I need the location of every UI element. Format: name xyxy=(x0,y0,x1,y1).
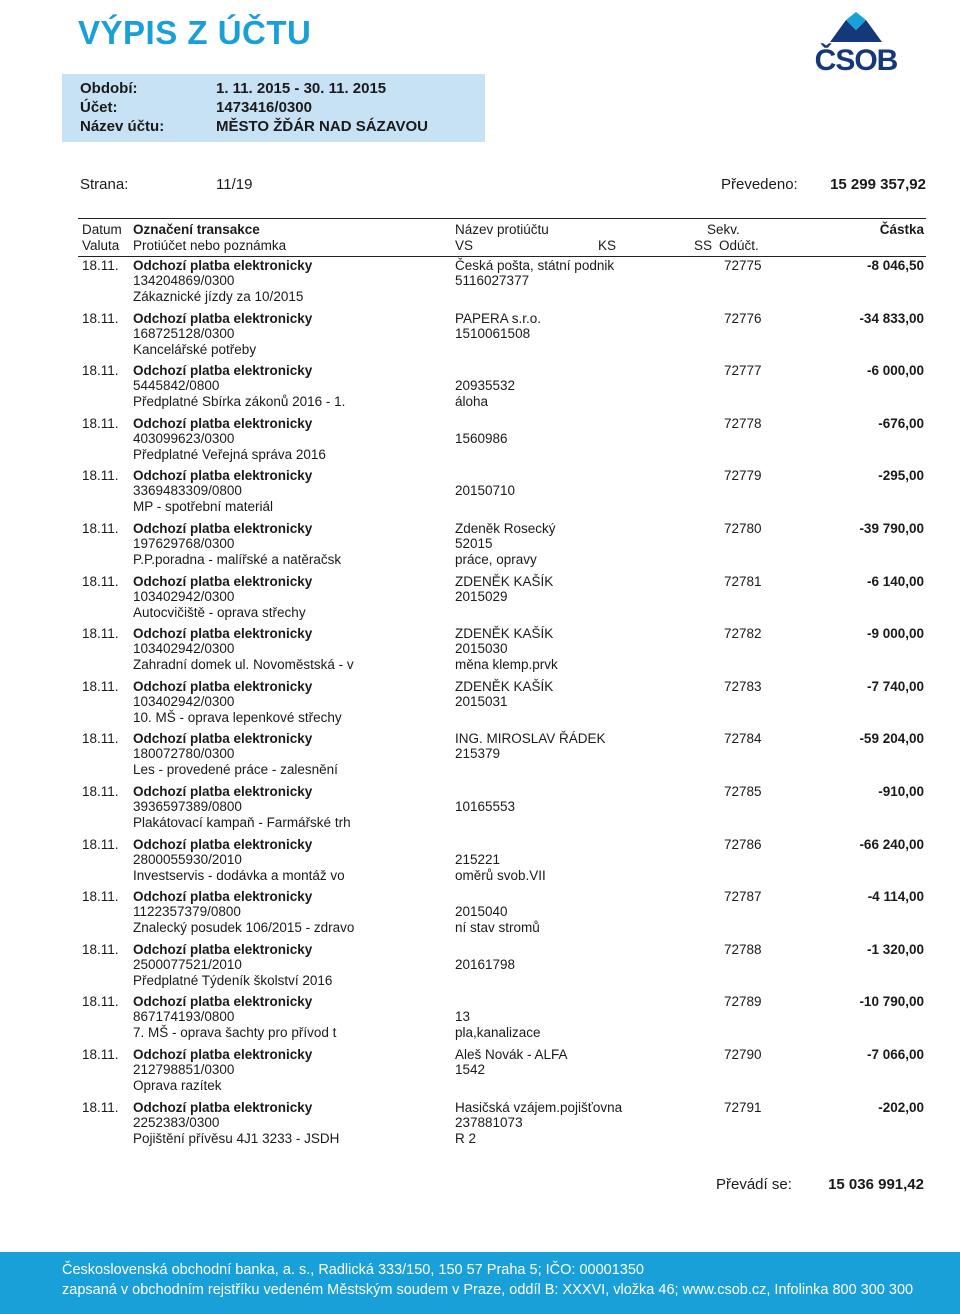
transaction-amount: -1 320,00 xyxy=(866,941,924,957)
transaction-note: MP - spotřební materiál xyxy=(133,499,274,515)
transaction-note: Kancelářské potřeby xyxy=(133,341,257,357)
sequence-number: 72789 xyxy=(724,994,762,1010)
transaction-row xyxy=(0,731,960,783)
transaction-amount: -6 140,00 xyxy=(866,573,924,589)
counter-account: 867174193/0800 xyxy=(133,1009,235,1025)
sequence-number: 72781 xyxy=(724,573,762,589)
transaction-type: Odchozí platba elektronicky xyxy=(133,1047,313,1062)
header-oducet: Odúčt. xyxy=(719,238,759,253)
counterparty-name: Zdeněk Rosecký xyxy=(455,521,556,536)
counterparty-name: Aleš Novák - ALFA xyxy=(455,1047,568,1062)
page-label: Strana: xyxy=(80,176,129,193)
transaction-amount: -910,00 xyxy=(878,784,924,799)
transaction-type: Odchozí platba elektronicky xyxy=(133,941,313,957)
header-sekv: Sekv. xyxy=(707,222,740,237)
transaction-amount: -34 833,00 xyxy=(859,310,924,326)
transaction-note: 10. MŠ - oprava lepenkové střechy xyxy=(133,709,342,725)
sequence-number: 72785 xyxy=(724,784,762,799)
transaction-date: 18.11. xyxy=(82,626,119,642)
footer-line-1: Československá obchodní banka, a. s., Radlická 333/150, 150 57 Praha 5; IČO: 00001350 xyxy=(62,1262,644,1278)
counterparty-symbol: 215379 xyxy=(455,746,501,762)
counter-account: 103402942/0300 xyxy=(133,588,235,604)
sequence-number: 72777 xyxy=(724,363,762,379)
transaction-date: 18.11. xyxy=(82,363,119,379)
transaction-date: 18.11. xyxy=(82,573,119,589)
header-castka: Částka xyxy=(879,222,924,237)
transaction-type: Odchozí platba elektronicky xyxy=(133,626,313,642)
counterparty-symbol: 52015 xyxy=(455,536,493,551)
transaction-note: Předplatné Sbírka zákonů 2016 - 1. xyxy=(133,394,346,410)
transaction-date: 18.11. xyxy=(82,889,119,905)
sequence-number: 72783 xyxy=(724,678,762,694)
transaction-date: 18.11. xyxy=(82,415,119,431)
sequence-number: 72780 xyxy=(724,521,762,536)
transaction-note: 7. MŠ - oprava šachty pro přívod t xyxy=(133,1025,337,1041)
period-row xyxy=(80,80,386,97)
transaction-type: Odchozí platba elektronicky xyxy=(133,468,313,484)
transaction-amount: -10 790,00 xyxy=(859,994,924,1010)
transaction-amount: -7 740,00 xyxy=(866,678,924,694)
transaction-amount: -202,00 xyxy=(878,1099,924,1115)
header-oznaceni: Označení transakce xyxy=(133,222,260,237)
transaction-row xyxy=(0,837,960,889)
counter-account: 1122357379/0800 xyxy=(133,904,241,920)
transaction-type: Odchozí platba elektronicky xyxy=(133,363,313,379)
transaction-type: Odchozí platba elektronicky xyxy=(133,415,313,431)
counterparty-name: PAPERA s.r.o. xyxy=(455,310,542,326)
transaction-date: 18.11. xyxy=(82,310,119,326)
transaction-type: Odchozí platba elektronicky xyxy=(133,678,313,694)
transaction-amount: -295,00 xyxy=(878,468,924,484)
account-label: Účet: xyxy=(80,99,118,116)
account-name-value: MĚSTO ŽĎÁR NAD SÁZAVOU xyxy=(216,118,428,135)
transaction-type: Odchozí platba elektronicky xyxy=(133,889,313,905)
account-value: 1473416/0300 xyxy=(216,99,312,116)
counterparty-symbol: 20150710 xyxy=(455,483,516,499)
transaction-row xyxy=(0,311,960,363)
account-name-row xyxy=(80,118,428,135)
transaction-note: Oprava razítek xyxy=(133,1078,222,1093)
counterparty-symbol: 1542 xyxy=(455,1062,486,1077)
counterparty-symbol: 2015030 xyxy=(455,641,508,657)
transaction-date: 18.11. xyxy=(82,941,119,957)
transaction-amount: -59 204,00 xyxy=(859,731,924,747)
counter-account: 3936597389/0800 xyxy=(133,799,242,814)
sequence-number: 72782 xyxy=(724,626,762,642)
transaction-note: Autocvičiště - oprava střechy xyxy=(133,604,306,620)
transaction-type: Odchozí platba elektronicky xyxy=(133,784,313,799)
counter-account: 212798851/0300 xyxy=(133,1062,235,1077)
counterparty-extra: áloha xyxy=(455,394,489,410)
sequence-number: 72791 xyxy=(724,1099,762,1115)
transaction-amount: -4 114,00 xyxy=(867,889,924,905)
counterparty-extra: pla,kanalizace xyxy=(455,1025,541,1041)
transaction-date: 18.11. xyxy=(82,836,119,852)
counterparty-extra: měna klemp.prvk xyxy=(455,657,558,673)
counterparty-name: ING. MIROSLAV ŘÁDEK xyxy=(455,731,606,747)
header-top-rule xyxy=(78,218,926,219)
transaction-amount: -6 000,00 xyxy=(866,363,924,379)
carried-over-value: 15 299 357,92 xyxy=(830,176,926,193)
footer xyxy=(0,1252,960,1314)
transaction-note: P.P.poradna - malířské a natěračsk xyxy=(133,552,342,567)
transaction-date: 18.11. xyxy=(82,731,119,747)
transaction-row xyxy=(0,521,960,573)
transaction-date: 18.11. xyxy=(82,1047,119,1062)
counterparty-symbol: 5116027377 xyxy=(455,273,530,288)
counter-account: 134204869/0300 xyxy=(133,273,235,288)
counter-account: 103402942/0300 xyxy=(133,693,235,709)
logo-text: ČSOB xyxy=(814,44,898,77)
counterparty-symbol: 20935532 xyxy=(455,378,516,394)
csob-logo xyxy=(808,12,904,82)
sequence-number: 72776 xyxy=(724,310,762,326)
transaction-amount: -8 046,50 xyxy=(866,258,924,273)
transaction-amount: -9 000,00 xyxy=(866,626,924,642)
transaction-type: Odchozí platba elektronicky xyxy=(133,994,313,1010)
counterparty-symbol: 1510061508 xyxy=(455,325,531,341)
counterparty-extra: práce, opravy xyxy=(455,552,537,567)
counterparty-symbol: 10165553 xyxy=(455,799,516,814)
transaction-date: 18.11. xyxy=(82,994,119,1010)
transaction-date: 18.11. xyxy=(82,468,119,484)
transaction-row xyxy=(0,258,960,310)
header-ss: SS xyxy=(694,238,713,253)
counterparty-symbol: 2015031 xyxy=(455,693,508,709)
sequence-number: 72787 xyxy=(724,889,762,905)
counterparty-name: Česká pošta, státní podnik xyxy=(455,258,615,273)
transaction-row xyxy=(0,994,960,1046)
transaction-date: 18.11. xyxy=(82,784,119,799)
transaction-note: Les - provedené práce - zalesnění xyxy=(133,762,338,778)
counter-account: 3369483309/0800 xyxy=(133,483,242,499)
period-value: 1. 11. 2015 - 30. 11. 2015 xyxy=(216,80,387,97)
transaction-row xyxy=(0,363,960,415)
counter-account: 2500077521/2010 xyxy=(133,956,242,972)
sequence-number: 72779 xyxy=(724,468,762,484)
transaction-row xyxy=(0,574,960,626)
counterparty-symbol: 215221 xyxy=(455,851,501,867)
account-row xyxy=(80,99,312,116)
counterparty-symbol: 2015040 xyxy=(455,904,508,920)
transaction-row xyxy=(0,468,960,520)
transaction-row xyxy=(0,784,960,836)
transaction-note: Zákaznické jízdy za 10/2015 xyxy=(133,289,304,304)
counterparty-symbol: 1560986 xyxy=(455,430,508,446)
sequence-number: 72790 xyxy=(724,1047,762,1062)
transaction-note: Předplatné Týdeník školství 2016 xyxy=(133,972,333,988)
transaction-note: Znalecký posudek 106/2015 - zdravo xyxy=(133,920,355,936)
sequence-number: 72784 xyxy=(724,731,762,747)
footer-line-2: zapsaná v obchodním rejstříku vedeném Městským soudem v Praze, oddíl B: XXXVI, vložka 46; www.csob.cz, Infolinka 800 300 300 xyxy=(62,1282,914,1298)
carried-over-label: Převedeno: xyxy=(721,176,798,193)
transaction-row xyxy=(0,1100,960,1152)
transaction-type: Odchozí platba elektronicky xyxy=(133,836,313,852)
counter-account: 168725128/0300 xyxy=(133,325,235,341)
counter-account: 197629768/0300 xyxy=(133,536,235,551)
counterparty-symbol: 2015029 xyxy=(455,588,508,604)
transaction-date: 18.11. xyxy=(82,1099,119,1115)
sequence-number: 72778 xyxy=(724,415,762,431)
transaction-type: Odchozí platba elektronicky xyxy=(133,731,313,747)
transaction-note: Plakátovací kampaň - Farmářské trh xyxy=(133,815,351,830)
counterparty-name: ZDENĚK KAŠÍK xyxy=(455,626,554,642)
page-number: 11/19 xyxy=(216,176,253,193)
account-info-box xyxy=(62,74,485,142)
header-bottom-rule xyxy=(78,256,926,257)
transaction-type: Odchozí platba elektronicky xyxy=(133,1099,313,1115)
transaction-date: 18.11. xyxy=(82,678,119,694)
transaction-note: Předplatné Veřejná správa 2016 xyxy=(133,446,326,462)
sequence-number: 72786 xyxy=(724,836,762,852)
transaction-type: Odchozí platba elektronicky xyxy=(133,521,313,536)
statement-title: VÝPIS Z ÚČTU xyxy=(78,14,312,51)
sequence-number: 72788 xyxy=(724,941,762,957)
header-valuta: Valuta xyxy=(82,238,120,253)
header-nazev-protiuctu: Název protiúčtu xyxy=(455,222,549,237)
transaction-row xyxy=(0,626,960,678)
transaction-type: Odchozí platba elektronicky xyxy=(133,258,313,273)
transaction-row xyxy=(0,416,960,468)
transaction-row xyxy=(0,889,960,941)
account-name-label: Název účtu: xyxy=(80,118,165,135)
transaction-note: Zahradní domek ul. Novoměstská - v xyxy=(133,657,354,673)
counter-account: 2252383/0300 xyxy=(133,1114,220,1130)
carry-forward-value: 15 036 991,42 xyxy=(828,1176,924,1193)
header-vs: VS xyxy=(455,238,474,253)
counterparty-name: ZDENĚK KAŠÍK xyxy=(455,573,554,589)
transaction-amount: -39 790,00 xyxy=(859,521,924,536)
transaction-date: 18.11. xyxy=(82,521,119,536)
counterparty-extra: ní stav stromů xyxy=(455,920,540,936)
counter-account: 5445842/0800 xyxy=(133,378,220,394)
counterparty-extra: oměrů svob.VII xyxy=(455,867,546,883)
transaction-note: Investservis - dodávka a montáž vo xyxy=(133,867,345,883)
transaction-row xyxy=(0,679,960,731)
counterparty-name: Hasičská vzájem.pojišťovna xyxy=(455,1099,623,1115)
transaction-date: 18.11. xyxy=(82,258,119,273)
counter-account: 103402942/0300 xyxy=(133,641,235,657)
counterparty-extra: R 2 xyxy=(455,1130,477,1146)
carry-forward-label: Převádí se: xyxy=(716,1176,792,1193)
transaction-row xyxy=(0,1047,960,1099)
counter-account: 403099623/0300 xyxy=(133,430,235,446)
transaction-row xyxy=(0,942,960,994)
transaction-type: Odchozí platba elektronicky xyxy=(133,310,313,326)
counter-account: 2800055930/2010 xyxy=(133,851,242,867)
sequence-number: 72775 xyxy=(724,258,762,273)
counterparty-symbol: 20161798 xyxy=(455,956,516,972)
transaction-amount: -7 066,00 xyxy=(866,1047,924,1062)
counterparty-name: ZDENĚK KAŠÍK xyxy=(455,678,554,694)
transaction-type: Odchozí platba elektronicky xyxy=(133,573,313,589)
header-datum: Datum xyxy=(82,222,122,237)
counterparty-symbol: 237881073 xyxy=(455,1114,523,1130)
counterparty-symbol: 13 xyxy=(455,1009,471,1025)
counter-account: 180072780/0300 xyxy=(133,746,235,762)
csob-logo-icon xyxy=(808,12,904,46)
header-ks: KS xyxy=(598,238,617,253)
transaction-amount: -66 240,00 xyxy=(859,836,924,852)
header-protiucet: Protiúčet nebo poznámka xyxy=(133,238,287,253)
transaction-amount: -676,00 xyxy=(878,415,924,431)
period-label: Období: xyxy=(80,80,138,97)
transaction-note: Pojištění přívěsu 4J1 3233 - JSDH xyxy=(133,1130,340,1146)
